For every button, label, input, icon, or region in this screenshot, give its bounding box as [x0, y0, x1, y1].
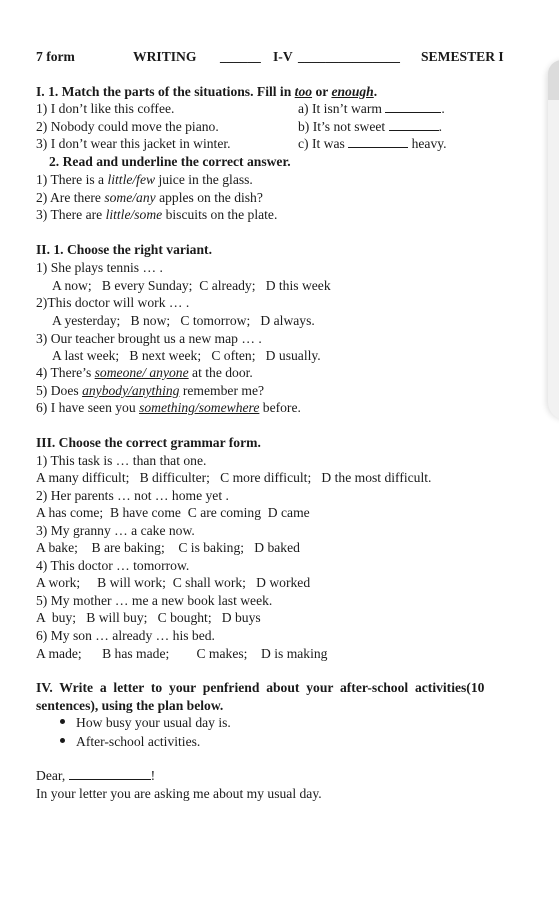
section4-title-line1: IV. Write a letter to your penfriend about your after-school activities(10: [36, 680, 485, 695]
blank-b[interactable]: [389, 118, 439, 131]
section3-q5: 5) My mother … me a new book last week.: [36, 593, 273, 608]
match-right-a: a) It isn’t warm .: [298, 101, 445, 116]
bullet-icon: [60, 719, 65, 724]
section3-q1-options[interactable]: A many difficult; B difficulter; C more difficult; D the most difficult.: [36, 470, 432, 485]
section3-q4: 4) This doctor … tomorrow.: [36, 558, 190, 573]
section3-q6-options[interactable]: A made; B has made; C makes; D is making: [36, 646, 328, 661]
match-right-c: c) It was heavy.: [298, 136, 447, 151]
header-blank-b: _______________: [298, 49, 400, 64]
section3-q2-options[interactable]: A has come; B have come C are coming D came: [36, 505, 310, 520]
blank-c[interactable]: [348, 135, 408, 148]
section3-q6: 6) My son … already … his bed.: [36, 628, 215, 643]
plan-item-1: How busy your usual day is.: [76, 715, 231, 730]
section2-q4: 4) There’s someone/ anyone at the door.: [36, 365, 253, 380]
section2-q3-options[interactable]: A last week; B next week; C often; D usually.: [52, 348, 321, 363]
semester-label: SEMESTER I: [421, 49, 504, 64]
match-right-b: b) It’s not sweet .: [298, 119, 443, 134]
letter-greeting: Dear, !: [36, 768, 156, 783]
section2-q2-options[interactable]: A yesterday; B now; C tomorrow; D always.: [52, 313, 315, 328]
section4-title-line2: sentences), using the plan below.: [36, 698, 224, 713]
match-left-1: 1) I don’t like this coffee.: [36, 101, 175, 116]
section2-q5: 5) Does anybody/anything remember me?: [36, 383, 265, 398]
section3-q1: 1) This task is … than that one.: [36, 453, 207, 468]
section3-title: III. Choose the correct grammar form.: [36, 435, 261, 450]
match-left-3: 3) I don’t wear this jacket in winter.: [36, 136, 231, 151]
side-panel-edge[interactable]: [548, 60, 559, 420]
underline-item-2: 2) Are there some/any apples on the dish?: [36, 190, 263, 205]
match-left-2: 2) Nobody could move the piano.: [36, 119, 219, 134]
section3-q3: 3) My granny … a cake now.: [36, 523, 195, 538]
letter-body: In your letter you are asking me about my usual day.: [36, 786, 322, 801]
form-label: 7 form: [36, 49, 75, 64]
section3-q2: 2) Her parents … not … home yet .: [36, 488, 229, 503]
plan-item-2: After-school activities.: [76, 734, 201, 749]
header-blank-a: ______: [220, 49, 261, 64]
section1-task1-title: I. 1. Match the parts of the situations. Fill in too or enough.: [36, 84, 378, 99]
underline-item-3: 3) There are little/some biscuits on the plate.: [36, 207, 278, 222]
section2-q3: 3) Our teacher brought us a new map … .: [36, 331, 262, 346]
section2-q1: 1) She plays tennis … .: [36, 260, 163, 275]
section1-task2-title: 2. Read and underline the correct answer.: [49, 154, 291, 169]
blank-a[interactable]: [385, 100, 441, 113]
section2-title: II. 1. Choose the right variant.: [36, 242, 212, 257]
section2-q2: 2)This doctor will work … .: [36, 295, 190, 310]
side-panel-tab: [548, 60, 559, 100]
section3-q3-options[interactable]: A bake; B are baking; C is baking; D baked: [36, 540, 300, 555]
section3-q4-options[interactable]: A work; B will work; C shall work; D worked: [36, 575, 311, 590]
greeting-name-blank[interactable]: [69, 767, 151, 780]
section2-q6: 6) I have seen you something/somewhere before.: [36, 400, 301, 415]
section3-q5-options[interactable]: A buy; B will buy; C bought; D buys: [36, 610, 261, 625]
section2-q1-options[interactable]: A now; B every Sunday; C already; D this week: [52, 278, 331, 293]
bullet-icon: [60, 738, 65, 743]
variant-label: I-V: [273, 49, 293, 64]
underline-item-1: 1) There is a little/few juice in the glass.: [36, 172, 253, 187]
writing-label: WRITING: [133, 49, 197, 64]
